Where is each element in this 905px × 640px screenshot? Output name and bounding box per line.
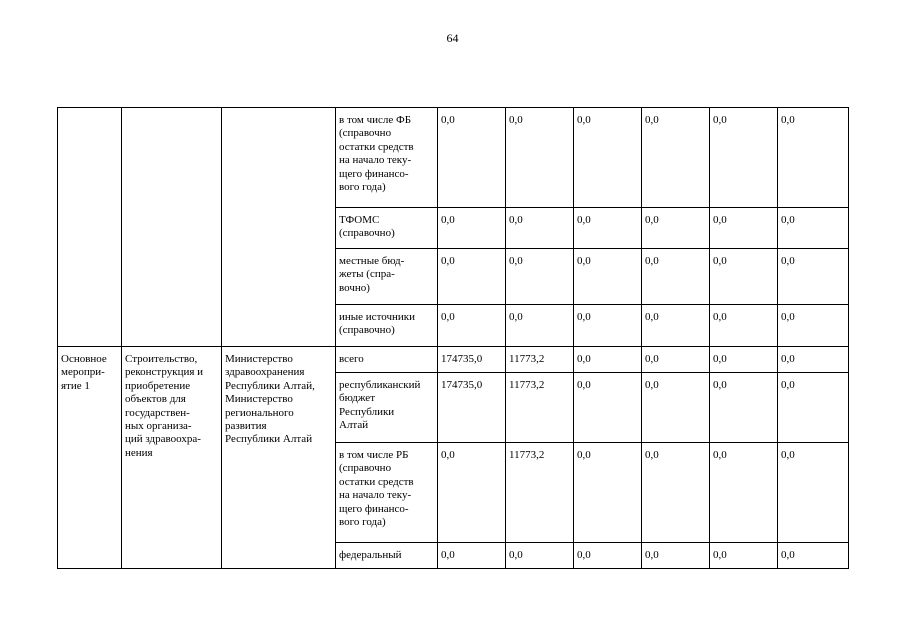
value-cell: 11773,2 — [506, 443, 574, 543]
value-cell: 11773,2 — [506, 347, 574, 373]
value-cell: 0,0 — [574, 543, 642, 569]
value-cell: 0,0 — [778, 108, 849, 208]
value-cell: 0,0 — [642, 443, 710, 543]
value-cell: 0,0 — [574, 373, 642, 443]
value-cell: 0,0 — [438, 249, 506, 305]
source-cell: федеральный — [336, 543, 438, 569]
value-cell: 0,0 — [642, 208, 710, 249]
value-cell: 0,0 — [778, 543, 849, 569]
source-cell: всего — [336, 347, 438, 373]
value-cell: 0,0 — [778, 347, 849, 373]
value-cell: 0,0 — [778, 208, 849, 249]
value-cell: 0,0 — [574, 443, 642, 543]
value-cell: 0,0 — [438, 443, 506, 543]
value-cell: 0,0 — [506, 108, 574, 208]
table-row — [58, 347, 849, 373]
page-number: 64 — [446, 31, 459, 45]
measure-name-cell: Строительство, реконструкция и приобретение объектов для государствен- ных организа- ций здравоохра- нения — [122, 347, 222, 569]
value-cell: 0,0 — [642, 108, 710, 208]
value-cell: 0,0 — [574, 249, 642, 305]
value-cell: 0,0 — [574, 208, 642, 249]
measure-executor-cell: Министерство здравоохранения Республики Алтай, Министерство регионального развития Республики Алтай — [222, 347, 336, 569]
value-cell: 0,0 — [710, 347, 778, 373]
executor-cell-empty — [222, 108, 336, 347]
value-cell: 0,0 — [642, 543, 710, 569]
value-cell: 0,0 — [710, 543, 778, 569]
value-cell: 0,0 — [642, 305, 710, 347]
value-cell: 0,0 — [710, 443, 778, 543]
value-cell: 0,0 — [506, 249, 574, 305]
value-cell: 11773,2 — [506, 373, 574, 443]
value-cell: 0,0 — [574, 108, 642, 208]
source-cell: ТФОМС (справочно) — [336, 208, 438, 249]
value-cell: 174735,0 — [438, 347, 506, 373]
value-cell: 0,0 — [778, 249, 849, 305]
source-cell: в том числе ФБ (справочно остатки средств на начало теку- щего финансо- вого года) — [336, 108, 438, 208]
value-cell: 0,0 — [438, 543, 506, 569]
value-cell: 174735,0 — [438, 373, 506, 443]
value-cell: 0,0 — [574, 347, 642, 373]
value-cell: 0,0 — [506, 305, 574, 347]
value-cell: 0,0 — [710, 208, 778, 249]
value-cell: 0,0 — [438, 208, 506, 249]
value-cell: 0,0 — [778, 373, 849, 443]
table-row — [58, 108, 849, 208]
value-cell: 0,0 — [506, 208, 574, 249]
source-cell: местные бюд- жеты (спра- вочно) — [336, 249, 438, 305]
budget-table — [57, 107, 849, 569]
value-cell: 0,0 — [710, 305, 778, 347]
value-cell: 0,0 — [778, 305, 849, 347]
source-cell: в том числе РБ (справочно остатки средств на начало теку- щего финансо- вого года) — [336, 443, 438, 543]
value-cell: 0,0 — [574, 305, 642, 347]
value-cell: 0,0 — [710, 108, 778, 208]
value-cell: 0,0 — [438, 305, 506, 347]
measure-status-cell: Основное меропри- ятие 1 — [58, 347, 122, 569]
status-cell-empty — [58, 108, 122, 347]
value-cell: 0,0 — [642, 347, 710, 373]
value-cell: 0,0 — [642, 249, 710, 305]
value-cell: 0,0 — [438, 108, 506, 208]
value-cell: 0,0 — [710, 373, 778, 443]
name-cell-empty — [122, 108, 222, 347]
source-cell: республиканский бюджет Республики Алтай — [336, 373, 438, 443]
source-cell: иные источники (справочно) — [336, 305, 438, 347]
value-cell: 0,0 — [778, 443, 849, 543]
value-cell: 0,0 — [710, 249, 778, 305]
value-cell: 0,0 — [642, 373, 710, 443]
value-cell: 0,0 — [506, 543, 574, 569]
